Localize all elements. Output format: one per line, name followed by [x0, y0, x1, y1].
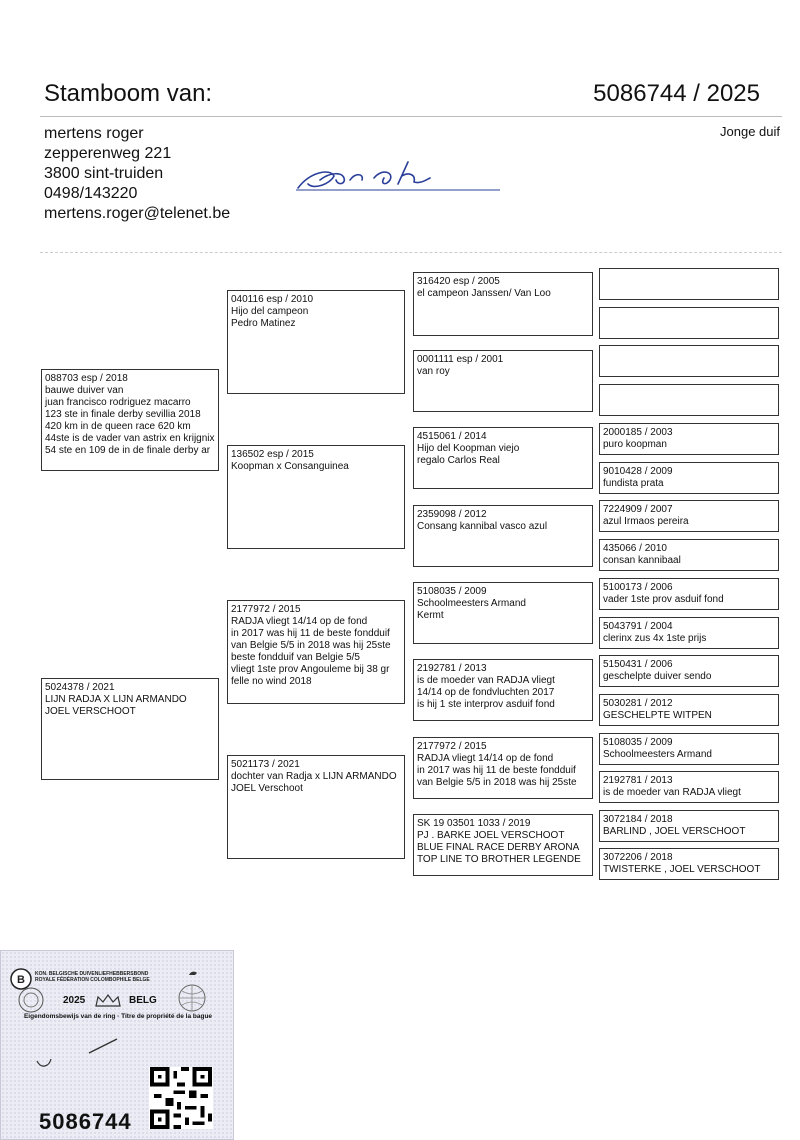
card-caption: Eigendomsbewijs van de ring · Titre de propriété de la bague — [23, 1013, 213, 1020]
federation-name: KON. BELGISCHE DUIVENLIEFHEBBERSBOND ROYALE FÉDÉRATION COLOMBOPHILE BELGE — [35, 971, 150, 983]
card-country: BELG — [129, 995, 157, 1006]
ring-number: 5086744 / 2025 — [593, 80, 760, 107]
crown-icon — [93, 993, 123, 1009]
card-signature — [27, 1033, 127, 1073]
pigeon-icon — [187, 967, 199, 979]
qr-code-icon — [149, 1067, 213, 1129]
pedigree-gen4-entry: 3072184 / 2018 BARLIND , JOEL VERSCHOOT — [599, 810, 779, 842]
pedigree-gen4-empty — [599, 384, 779, 416]
pedigree-gen4-empty — [599, 268, 779, 300]
pedigree-gen4-entry: 5108035 / 2009 Schoolmeesters Armand — [599, 733, 779, 765]
card-ring-number: 5086744 — [39, 1109, 132, 1134]
pedigree-gen4-entry: 3072206 / 2018 TWISTERKE , JOEL VERSCHOOT — [599, 848, 779, 880]
pedigree-second-sire-dam: 2192781 / 2013 is de moeder van RADJA vliegt 14/14 op de fondvluchten 2017 is hij 1 ste interprov asduif fond — [413, 659, 593, 721]
pedigree-gen4-entry: 2000185 / 2003 puro koopman — [599, 423, 779, 455]
pedigree-gen4-entry: 9010428 / 2009 fundista prata — [599, 462, 779, 494]
pedigree-gen4-empty — [599, 345, 779, 377]
pedigree-dam: 136502 esp / 2015 Koopman x Consanguinea — [227, 445, 405, 549]
pedigree-gen4-empty — [599, 307, 779, 339]
pedigree-subject-sire: 088703 esp / 2018 bauwe duiver van juan francisco rodriguez macarro 123 ste in finale derby sevillia 2018 420 km in de queen race 620 km 44ste is de vader van astrix en krijgnix 54 ste en 109 de in de finale derby ar — [41, 369, 219, 471]
owner-city: 3800 sint-truiden — [44, 165, 164, 182]
owner-name: mertens roger — [44, 125, 144, 142]
pedigree-gen4-entry: 5100173 / 2006 vader 1ste prov asduif fond — [599, 578, 779, 610]
pedigree-dam-sire: 4515061 / 2014 Hijo del Koopman viejo regalo Carlos Real — [413, 427, 593, 489]
ring-ownership-card — [0, 950, 234, 1140]
owner-email: mertens.roger@telenet.be — [44, 205, 231, 222]
owner-phone: 0498/143220 — [44, 185, 138, 202]
owner-block — [44, 124, 230, 224]
pedigree-second-dam: 5021173 / 2021 dochter van Radja x LIJN ARMANDO JOEL Verschoot — [227, 755, 405, 859]
pedigree-second-dam-sire: 2177972 / 2015 RADJA vliegt 14/14 op de fond in 2017 was hij 11 de beste fondduif van Belgie 5/5 in 2018 was hij 25ste — [413, 737, 593, 799]
pedigree-gen4-entry: 5030281 / 2012 GESCHELPTE WITPEN — [599, 694, 779, 726]
globe-icon — [167, 983, 217, 1013]
pedigree-gen4-entry: 5043791 / 2004 clerinx zus 4x 1ste prijs — [599, 617, 779, 649]
card-year: 2025 — [63, 995, 86, 1006]
pedigree-second-sire-sire: 5108035 / 2009 Schoolmeesters Armand Kermt — [413, 582, 593, 644]
pedigree-second-dam-dam: SK 19 03501 1033 / 2019 PJ . BARKE JOEL VERSCHOOT BLUE FINAL RACE DERBY ARONA TOP LINE TO BROTHER LEGENDE — [413, 814, 593, 876]
pedigree-sire: 040116 esp / 2010 Hijo del campeon Pedro Matinez — [227, 290, 405, 394]
svg-text:B: B — [17, 974, 25, 986]
pedigree-dam-dam: 2359098 / 2012 Consang kannibal vasco azul — [413, 505, 593, 567]
signature — [290, 150, 510, 200]
pedigree-gen4-entry: 2192781 / 2013 is de moeder van RADJA vliegt — [599, 771, 779, 803]
pedigree-sire-sire: 316420 esp / 2005 el campeon Janssen/ Van Loo — [413, 272, 593, 336]
section-divider — [40, 252, 782, 253]
page-title: Stamboom van: — [44, 80, 213, 107]
bird-status: Jonge duif — [720, 124, 780, 139]
pedigree-gen4-entry: 7224909 / 2007 azul Irmaos pereira — [599, 500, 779, 532]
pedigree-sire-dam: 0001111 esp / 2001 van roy — [413, 350, 593, 412]
pedigree-gen4-entry: 435066 / 2010 consan kannibaal — [599, 539, 779, 571]
pedigree-second-sire: 2177972 / 2015 RADJA vliegt 14/14 op de fond in 2017 was hij 11 de beste fondduif van Belgie 5/5 in 2018 was hij 25ste beste fondduif van Belgie 5/5 vliegt 1ste prov Angouleme bij 38 gr felle no wind 2018 — [227, 600, 405, 704]
header-divider — [40, 116, 782, 117]
owner-street: zepperenweg 221 — [44, 145, 172, 162]
crest-icon — [11, 985, 51, 1015]
pedigree-subject-dam: 5024378 / 2021 LIJN RADJA X LIJN ARMANDO JOEL VERSCHOOT — [41, 678, 219, 780]
pedigree-gen4-entry: 5150431 / 2006 geschelpte duiver sendo — [599, 655, 779, 687]
